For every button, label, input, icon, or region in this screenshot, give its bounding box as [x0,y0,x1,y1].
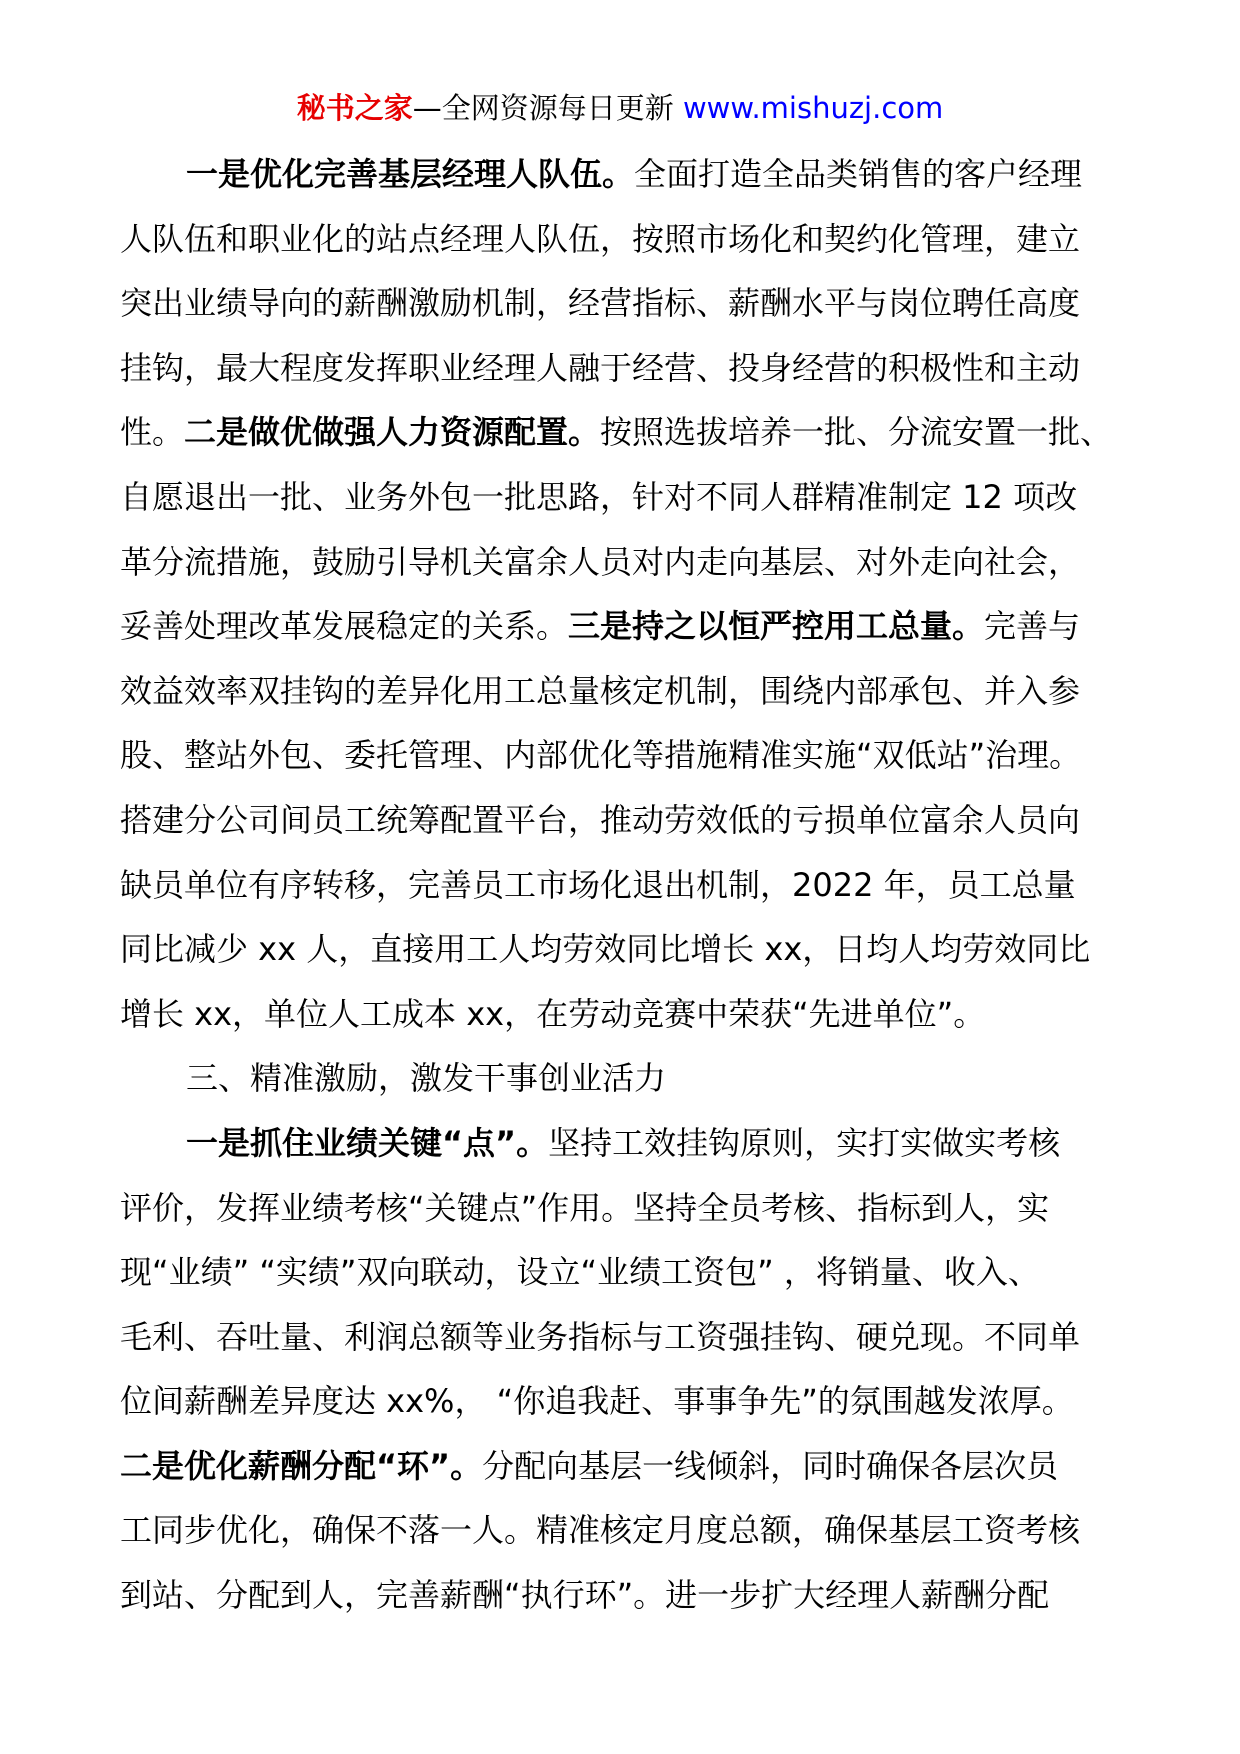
text-line [120,1240,1130,1305]
text-line [120,1498,1130,1563]
text-line [120,1111,1130,1176]
text-line [120,788,1130,853]
text-segment: 分配向基层一线倾斜，同时确保各层次员 [482,1446,1059,1485]
text-segment: 坚持工效挂钩原则，实打实做实考核 [548,1123,1061,1162]
text-line [120,1046,1130,1111]
text-segment: 妥善处理改革发展稳定的关系。 [120,607,569,646]
text-line [120,1434,1130,1499]
text-segment: 按照选拔培养一批、分流安置一批、 [600,413,1113,452]
text-segment: 毛利、吞吐量、利润总额等业务指标与工资强挂钩、硬兑现。不同单 [120,1317,1081,1356]
bold-heading-segment: 三是持之以恒严控用工总量。 [568,607,985,646]
text-segment: 性。 [120,413,185,452]
text-segment: 全面打造全品类销售的客户经理 [634,155,1083,193]
text-segment: 位间薪酬差异度达 xx%， “你追我赶、事事争先”的氛围越发浓厚。 [120,1382,1074,1421]
text-segment: 评价，发挥业绩考核“关键点”作用。坚持全员考核、指标到人，实 [120,1188,1050,1227]
text-line [120,1176,1130,1241]
text-line [120,853,1130,918]
document-body [120,142,1130,1628]
text-segment: 增长 xx，单位人工成本 xx，在劳动竞赛中荣获“先进单位”。 [120,994,986,1033]
text-segment: 同比减少 xx 人，直接用工人均劳效同比增长 xx，日均人均劳效同比 [120,930,1091,969]
text-line [120,142,1130,207]
text-segment: 搭建分公司间员工统筹配置平台，推动劳效低的亏损单位富余人员向 [120,800,1081,839]
text-line [120,530,1130,595]
header-brand: 秘书之家 [296,91,413,125]
bold-heading-segment: 二是优化薪酬分配“环”。 [120,1446,483,1485]
text-line [120,1563,1130,1628]
text-segment: 现“业绩” “实绩”双向联动，设立“业绩工资包” ，将销量、收入、 [120,1253,1040,1292]
text-line [120,917,1130,982]
text-line [120,1305,1130,1370]
text-line [120,207,1130,272]
page-header [0,88,1240,128]
text-segment: 突出业绩导向的薪酬激励机制，经营指标、薪酬水平与岗位聘任高度 [120,284,1081,323]
text-line [120,723,1130,788]
bold-heading-segment: 一是优化完善基层经理人队伍。 [186,155,635,193]
text-line [120,594,1130,659]
text-segment: 三、精准激励，激发干事创业活力 [186,1059,667,1098]
text-line [120,271,1130,336]
text-line [120,465,1130,530]
text-line [120,982,1130,1047]
header-url-link[interactable]: www.mishuzj.com [682,91,944,125]
text-segment: 效益效率双挂钩的差异化用工总量核定机制，围绕内部承包、并入参 [120,671,1081,710]
text-segment: 到站、分配到人，完善薪酬“执行环”。进一步扩大经理人薪酬分配 [120,1576,1050,1615]
text-line [120,1369,1130,1434]
header-tagline: —全网资源每日更新 [412,91,674,125]
text-segment: 革分流措施，鼓励引导机关富余人员对内走向基层、对外走向社会， [120,542,1081,581]
text-segment: 挂钩，最大程度发挥职业经理人融于经营、投身经营的积极性和主动 [120,348,1081,387]
text-segment: 缺员单位有序转移，完善员工市场化退出机制，2022 年，员工总量 [120,865,1076,904]
text-line [120,336,1130,401]
text-segment: 股、整站外包、委托管理、内部优化等措施精准实施“双低站”治理。 [120,736,1082,775]
text-segment: 人队伍和职业化的站点经理人队伍，按照市场化和契约化管理，建立 [120,219,1081,258]
bold-heading-segment: 二是做优做强人力资源配置。 [184,413,601,452]
bold-heading-segment: 一是抓住业绩关键“点”。 [186,1123,549,1162]
text-segment: 工同步优化，确保不落一人。精准核定月度总额，确保基层工资考核 [120,1511,1081,1550]
text-segment: 自愿退出一批、业务外包一批思路，针对不同人群精准制定 12 项改 [120,477,1078,516]
text-line [120,659,1130,724]
text-line [120,400,1130,465]
text-segment: 完善与 [984,607,1081,646]
